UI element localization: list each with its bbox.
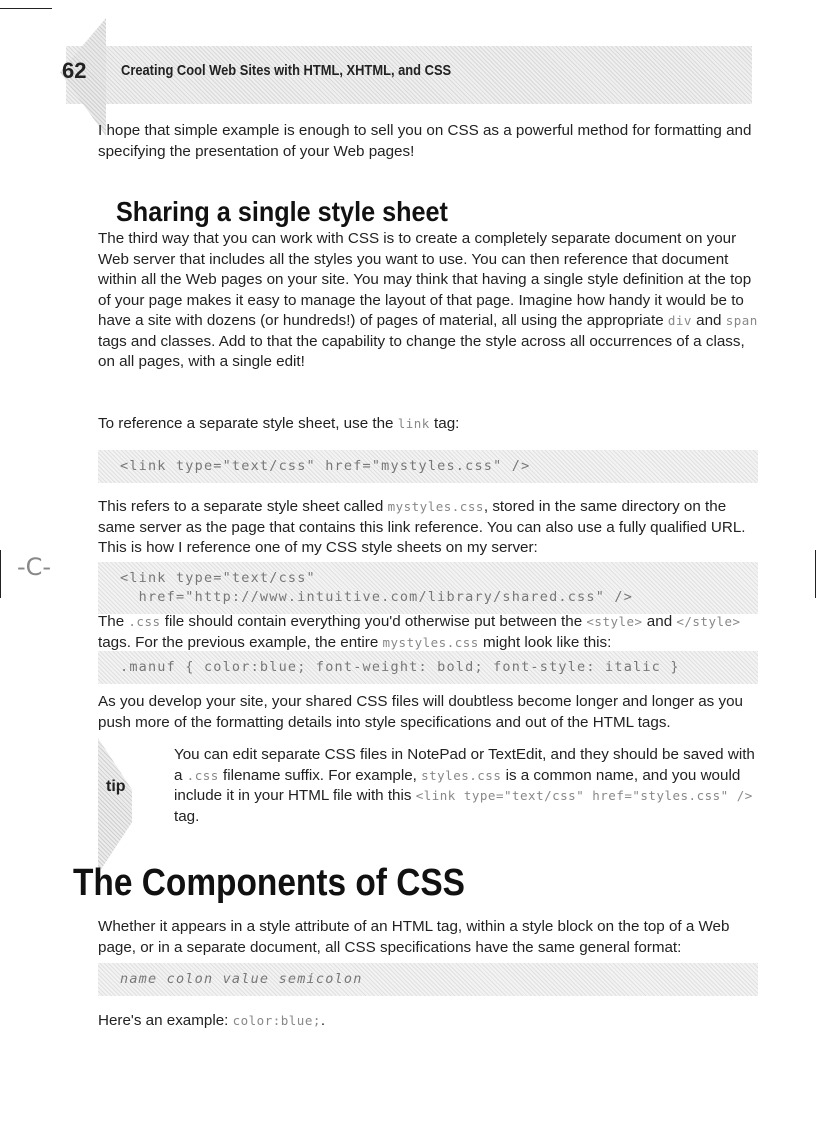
sharing-paragraph-3: This refers to a separate style sheet called mystyles.css, stored in the same directory on the same server as the page that contains this link reference. You can also use a fully qualified URL. This is how I reference one of my CSS style sheets on my server: [98, 498, 746, 556]
inline-code: mystyles.css [382, 634, 479, 650]
sharing-paragraph-1: The third way that you can work with CSS is to create a completely separate document on your Web server that includes all the styles you want to use. You can then reference that document within all the Web pages on your site. You may think that having a single style definition at the top of your page makes it easy to manage the layout of that page. Imagine how handy it would be to have a site with dozens (or hundreds!) of pages of material, all using the appropriate div and span tags and classes. Add to that the capability to change the style across all occurrences of a class, on all pages, with a single edit! [98, 230, 758, 370]
code-block-link-url: <link type="text/css" href="http://www.intuitive.com/library/shared.css" /> [98, 562, 758, 614]
sharing-paragraph-5: As you develop your site, your shared CSS files will doubtless become longer and longer as you push more of the formatting details into style specifications and out of the HTML tags. [98, 693, 743, 731]
inline-code: span [725, 313, 758, 328]
code-block-link: <link type="text/css" href="mystyles.css" /> [98, 450, 758, 483]
tip-arrow-icon [98, 738, 132, 874]
inline-code: styles.css [421, 767, 502, 783]
inline-code: link [397, 416, 430, 431]
section-heading: Sharing a single style sheet [116, 196, 448, 227]
intro-paragraph: I hope that simple example is enough to sell you on CSS as a powerful method for formatting and specifying the presentation of your Web pages! [98, 122, 752, 160]
inline-code: <link type="text/css" href="styles.css" /> [415, 788, 753, 803]
inline-code: </style> [676, 614, 741, 629]
inline-code: color:blue; [232, 1013, 321, 1028]
tip-paragraph: You can edit separate CSS files in NotePad or TextEdit, and they should be saved with a .css filename suffix. For example, styles.css is a common name, and you would include it in your HTML file with this <link type="text/css" href="styles.css" /> tag. [174, 746, 755, 825]
inline-code: mystyles.css [387, 499, 484, 514]
tip-label: tip [106, 778, 126, 795]
sharing-paragraph-4: The .css file should contain everything you'd otherwise put between the <style> and </style> tags. For the previous example, the entire mystyles.css might look like this: [98, 613, 741, 651]
crop-mark-icon: -C- [17, 553, 52, 581]
inline-code: <style> [586, 614, 643, 629]
components-paragraph-2: Here's an example: color:blue;. [98, 1012, 326, 1029]
inline-code: .css [186, 767, 219, 783]
sharing-paragraph-2: To reference a separate style sheet, use the link tag: [98, 415, 460, 432]
running-title: Creating Cool Web Sites with HTML, XHTML, and CSS [121, 62, 452, 79]
code-block-manuf: .manuf { color:blue; font-weight: bold; font-style: italic } [98, 651, 758, 684]
corner-rule [0, 8, 52, 9]
components-paragraph-1: Whether it appears in a style attribute of an HTML tag, within a style block on the top of a Web page, or in a separate document, all CSS specifications have the same general format: [98, 918, 730, 956]
code-block-format: name colon value semicolon [98, 963, 758, 996]
chapter-heading: The Components of CSS [73, 862, 465, 904]
inline-code: .css [128, 614, 161, 629]
page-number: 62 [62, 58, 87, 83]
margin-rule-left [0, 550, 1, 598]
inline-code: div [667, 313, 692, 328]
